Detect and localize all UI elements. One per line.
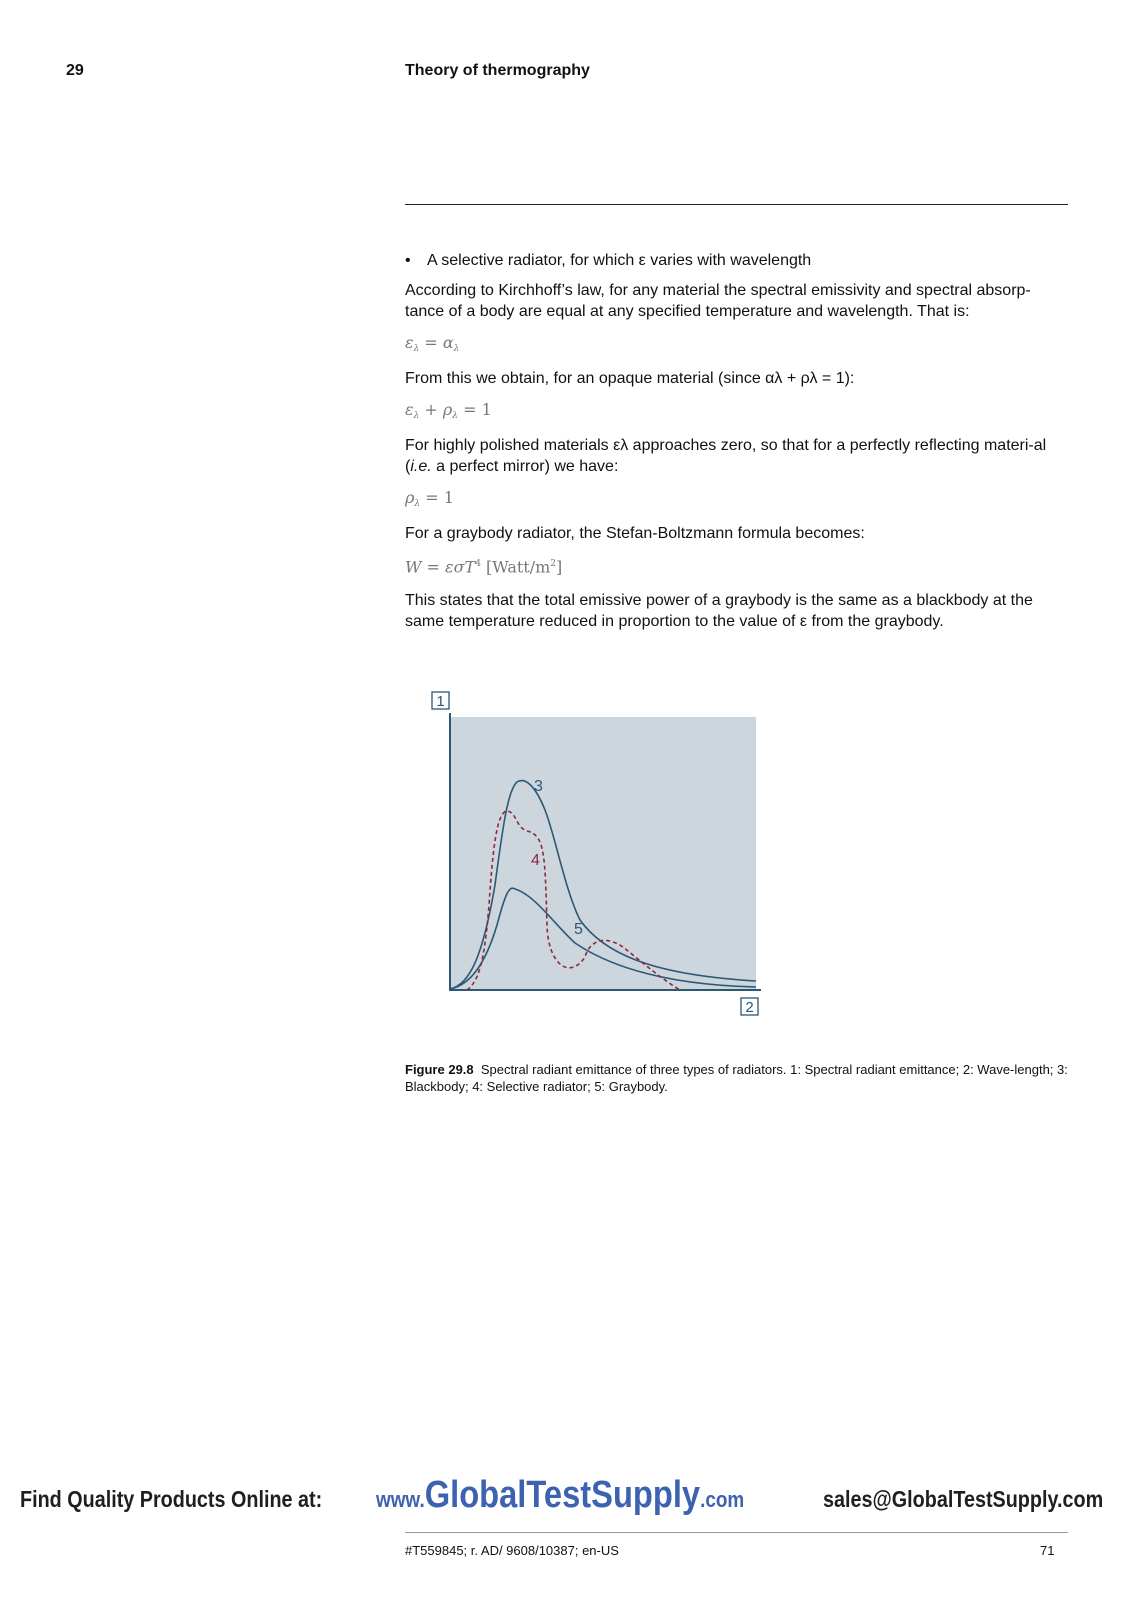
figure-caption-label: Figure 29.8 [405,1062,474,1077]
equation-mirror: $\rho_\lambda = 1$ [405,488,454,509]
blackbody-label: 3 [534,778,543,795]
selective-radiator-label: 4 [531,852,540,869]
chapter-number: 29 [66,62,84,79]
equation-opaque: $\varepsilon_\lambda + \rho_\lambda = 1$ [405,400,492,421]
figure-caption [405,1061,1068,1095]
list-item [405,250,1068,271]
page-number: 71 [1040,1543,1055,1558]
equation-kirchhoff: $\varepsilon_\lambda = \alpha_\lambda$ [405,333,460,354]
paragraph-opaque: From this we obtain, for an opaque material (since αλ + ρλ = 1): [405,370,855,387]
header-divider [405,204,1068,205]
paragraph-graybody: For a graybody radiator, the Stefan-Boltzmann formula becomes: [405,525,865,542]
plot-panel [450,717,756,989]
x-axis-label: 2 [745,999,754,1016]
document-reference: #T559845; r. AD/ 9608/10387; en-US [405,1543,619,1558]
equation-stefan-boltzmann: W = εσT$^4$ $[Watt/m^2]$ [405,557,563,577]
y-axis-label: 1 [436,693,445,710]
footer-divider [405,1532,1068,1533]
paragraph-kirchhoff: According to Kirchhoff’s law, for any material the spectral emissivity and spectral absorp-tance of a body are equal at any specified temperature and wavelength. That is: [405,282,1031,320]
paragraph-polished: For highly polished materials ελ approaches zero, so that for a perfectly reflecting materi-al (i.e. a perfect mirror) we have: [405,437,1047,475]
chapter-title: Theory of thermography [405,62,590,79]
bullet-icon: • [405,252,411,269]
footer-website-link[interactable]: www.GlobalTestSupply.com [376,1474,745,1516]
body-text [405,250,1068,642]
footer-tagline: Find Quality Products Online at: [20,1486,323,1512]
figure-caption-text: Spectral radiant emittance of three types of radiators. 1: Spectral radiant emittance; 2: Wave-length; 3: Blackbody; 4: Selective radiator; 5: Graybody. [405,1062,1068,1094]
graybody-label: 5 [574,921,583,938]
footer-email-link[interactable]: sales@GlobalTestSupply.com [823,1486,1104,1512]
paragraph-conclusion: This states that the total emissive power of a graybody is the same as a blackbody at the same temperature reduced in proportion to the value of ε from the graybody. [405,592,1033,630]
bullet-text: A selective radiator, for which ε varies with wavelength [427,252,812,269]
radiator-emittance-figure [405,685,765,1020]
